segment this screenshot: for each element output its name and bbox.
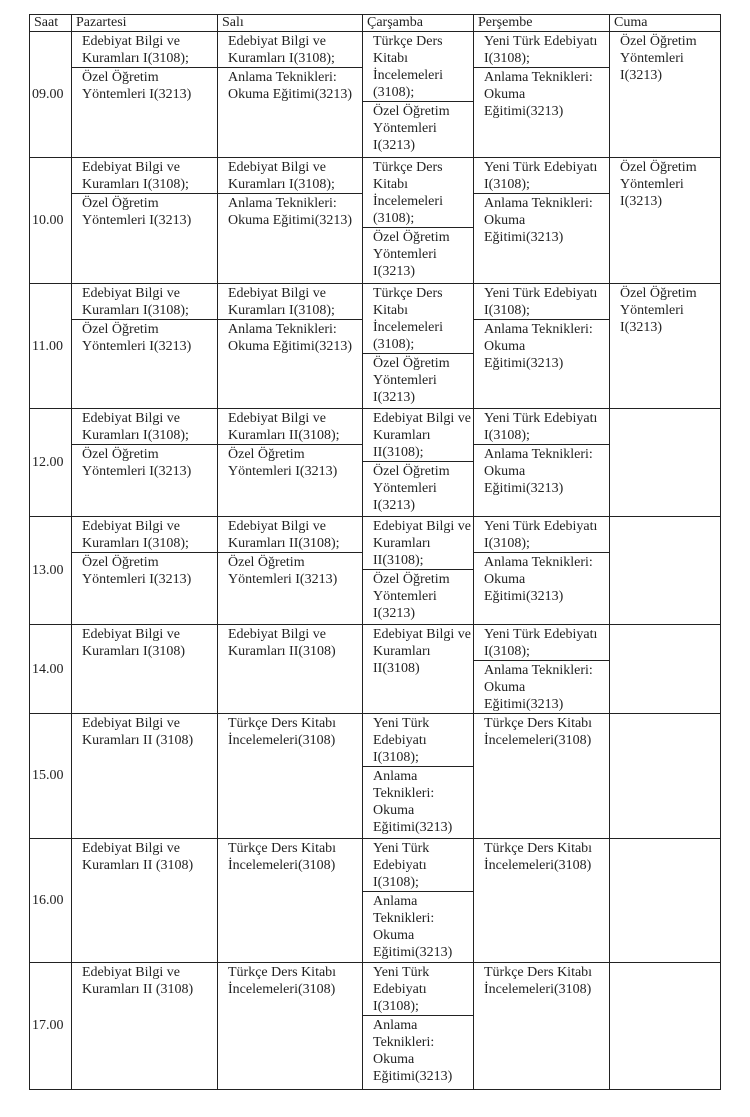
course-entry: Edebiyat Bilgi ve Kuramları I(3108); (218, 158, 362, 194)
course-entry: Anlama Teknikleri: Okuma Eğitimi(3213) (373, 1017, 453, 1084)
schedule-cell-thursday (474, 32, 610, 158)
course-entry: Anlama Teknikleri: Okuma Eğitimi(3213) (484, 322, 593, 372)
schedule-cell-friday (610, 516, 721, 624)
course-entry: Özel Öğretim Yöntemleri I(3213) (373, 230, 450, 280)
course-entry: Özel Öğretim Yöntemleri I(3213) (373, 104, 450, 153)
hour-cell: 17.00 (30, 962, 72, 1089)
course-list (474, 284, 609, 372)
course-entry: Edebiyat Bilgi ve Kuramları II(3108); (218, 517, 362, 553)
schedule-cell-monday (72, 714, 218, 838)
course-entry: Edebiyat Bilgi ve Kuramları I(3108) (82, 627, 186, 660)
schedule-row (30, 838, 721, 962)
course-list (72, 158, 217, 229)
course-list (363, 409, 473, 514)
schedule-cell-friday (610, 962, 721, 1089)
course-list (474, 32, 609, 120)
schedule-cell-friday (610, 158, 721, 284)
schedule-cell-wednesday (363, 625, 474, 714)
course-list (363, 284, 473, 406)
schedule-cell-wednesday (363, 408, 474, 516)
course-entry: Anlama Teknikleri: Okuma Eğitimi(3213) (228, 196, 353, 229)
course-list (218, 517, 362, 588)
schedule-cell-monday (72, 962, 218, 1089)
course-entry: Türkçe Ders Kitabı İncelemeleri(3108) (228, 964, 337, 997)
course-list (363, 839, 473, 961)
schedule-cell-thursday (474, 714, 610, 838)
course-entry: Özel Öğretim Yöntemleri I(3213) (228, 554, 338, 587)
course-entry: Anlama Teknikleri: Okuma Eğitimi(3213) (228, 70, 353, 102)
course-list (72, 625, 217, 660)
schedule-cell-tuesday (218, 158, 363, 284)
course-entry: Türkçe Ders Kitabı İncelemeleri (3108); (363, 32, 473, 102)
course-entry: Edebiyat Bilgi ve Kuramları I(3108); (72, 32, 217, 68)
course-entry: Edebiyat Bilgi ve Kuramları II(3108) (228, 627, 336, 660)
course-entry: Anlama Teknikleri: Okuma Eğitimi(3213) (228, 322, 353, 355)
weekly-schedule-table (29, 14, 721, 1090)
schedule-cell-wednesday (363, 838, 474, 962)
course-list (72, 32, 217, 103)
schedule-cell-friday (610, 284, 721, 408)
course-list (363, 963, 473, 1085)
schedule-cell-monday (72, 158, 218, 284)
schedule-cell-tuesday (218, 714, 363, 838)
schedule-row (30, 625, 721, 714)
course-entry: Edebiyat Bilgi ve Kuramları II(3108) (373, 627, 471, 677)
course-list (72, 409, 217, 480)
schedule-cell-friday (610, 32, 721, 158)
course-list (218, 963, 362, 998)
course-entry: Edebiyat Bilgi ve Kuramları II (3108) (82, 840, 194, 873)
course-entry: Anlama Teknikleri: Okuma Eğitimi(3213) (373, 893, 453, 960)
schedule-row (30, 32, 721, 158)
course-entry: Yeni Türk Edebiyatı I(3108); (474, 625, 609, 661)
course-entry: Yeni Türk Edebiyatı I(3108); (363, 714, 473, 767)
course-entry: Anlama Teknikleri: Okuma Eğitimi(3213) (484, 663, 593, 713)
course-list (72, 963, 217, 998)
schedule-cell-monday (72, 838, 218, 962)
course-entry: Türkçe Ders Kitabı İncelemeleri(3108) (484, 964, 593, 997)
course-list (218, 625, 362, 660)
course-entry: Edebiyat Bilgi ve Kuramları II(3108); (363, 517, 473, 570)
course-entry: Özel Öğretim Yöntemleri I(3213) (82, 70, 192, 102)
course-list (72, 284, 217, 355)
course-entry: Özel Öğretim Yöntemleri I(3213) (373, 463, 450, 513)
course-entry: Edebiyat Bilgi ve Kuramları II (3108) (82, 964, 194, 997)
schedule-cell-tuesday (218, 284, 363, 408)
schedule-cell-wednesday (363, 158, 474, 284)
course-list (610, 32, 720, 84)
course-list (474, 963, 609, 998)
hour-cell: 15.00 (30, 714, 72, 838)
hour-cell: 13.00 (30, 516, 72, 624)
schedule-row (30, 158, 721, 284)
header-cell-wednesday: Çarşamba (363, 15, 474, 32)
hour-cell: 10.00 (30, 158, 72, 284)
schedule-cell-thursday (474, 158, 610, 284)
course-entry: Özel Öğretim Yöntemleri I(3213) (373, 356, 450, 406)
schedule-row (30, 516, 721, 624)
schedule-cell-wednesday (363, 32, 474, 158)
course-entry: Özel Öğretim Yöntemleri I(3213) (620, 160, 697, 210)
course-list (474, 517, 609, 605)
header-cell-monday: Pazartesi (72, 15, 218, 32)
course-entry: Özel Öğretim Yöntemleri I(3213) (620, 286, 697, 336)
schedule-cell-thursday (474, 625, 610, 714)
schedule-cell-tuesday (218, 625, 363, 714)
hour-cell: 11.00 (30, 284, 72, 408)
course-entry: Edebiyat Bilgi ve Kuramları I(3108); (72, 284, 217, 320)
course-list (474, 839, 609, 874)
schedule-cell-thursday (474, 284, 610, 408)
hour-cell: 12.00 (30, 408, 72, 516)
schedule-cell-monday (72, 408, 218, 516)
hour-cell: 16.00 (30, 838, 72, 962)
schedule-cell-monday (72, 284, 218, 408)
course-entry: Özel Öğretim Yöntemleri I(3213) (228, 446, 338, 479)
header-cell-hour: Saat (30, 15, 72, 32)
course-list (474, 714, 609, 749)
course-entry: Yeni Türk Edebiyatı I(3108); (474, 284, 609, 320)
schedule-cell-thursday (474, 838, 610, 962)
course-entry: Yeni Türk Edebiyatı I(3108); (363, 839, 473, 892)
course-entry: Anlama Teknikleri: Okuma Eğitimi(3213) (484, 446, 593, 496)
course-entry: Yeni Türk Edebiyatı I(3108); (363, 963, 473, 1016)
course-entry: Türkçe Ders Kitabı İncelemeleri(3108) (484, 840, 593, 873)
course-entry: Türkçe Ders Kitabı İncelemeleri(3108) (228, 840, 337, 873)
course-entry: Anlama Teknikleri: Okuma Eğitimi(3213) (484, 554, 593, 604)
course-entry: Anlama Teknikleri: Okuma Eğitimi(3213) (484, 196, 593, 246)
course-list (474, 409, 609, 497)
schedule-cell-monday (72, 32, 218, 158)
schedule-cell-thursday (474, 408, 610, 516)
course-entry: Özel Öğretim Yöntemleri I(3213) (82, 196, 192, 229)
schedule-row (30, 284, 721, 408)
course-list (363, 158, 473, 280)
course-list (363, 32, 473, 154)
course-entry: Türkçe Ders Kitabı İncelemeleri(3108) (484, 716, 593, 749)
course-entry: Türkçe Ders Kitabı İncelemeleri (3108); (363, 158, 473, 228)
header-cell-thursday: Perşembe (474, 15, 610, 32)
schedule-cell-tuesday (218, 962, 363, 1089)
course-list (72, 517, 217, 588)
schedule-cell-monday (72, 625, 218, 714)
course-entry: Edebiyat Bilgi ve Kuramları I(3108); (72, 409, 217, 445)
header-row (30, 15, 721, 32)
course-list (218, 32, 362, 103)
course-list (610, 158, 720, 210)
course-entry: Özel Öğretim Yöntemleri I(3213) (82, 446, 192, 479)
course-list (218, 284, 362, 355)
course-list (474, 158, 609, 246)
course-list (218, 839, 362, 874)
hour-cell: 09.00 (30, 32, 72, 158)
course-list (218, 158, 362, 229)
schedule-cell-monday (72, 516, 218, 624)
schedule-cell-tuesday (218, 516, 363, 624)
course-entry: Özel Öğretim Yöntemleri I(3213) (82, 554, 192, 587)
course-entry: Türkçe Ders Kitabı İncelemeleri (3108); (363, 284, 473, 354)
course-entry: Edebiyat Bilgi ve Kuramları II (3108) (82, 716, 194, 749)
course-entry: Özel Öğretim Yöntemleri I(3213) (620, 34, 697, 83)
course-entry: Yeni Türk Edebiyatı I(3108); (474, 409, 609, 445)
schedule-cell-thursday (474, 516, 610, 624)
course-entry: Özel Öğretim Yöntemleri I(3213) (373, 571, 450, 621)
schedule-cell-wednesday (363, 516, 474, 624)
schedule-cell-friday (610, 625, 721, 714)
course-entry: Türkçe Ders Kitabı İncelemeleri(3108) (228, 716, 337, 749)
schedule-row (30, 714, 721, 838)
schedule-row (30, 408, 721, 516)
course-list (363, 625, 473, 677)
schedule-cell-wednesday (363, 714, 474, 838)
course-entry: Yeni Türk Edebiyatı I(3108); (474, 517, 609, 553)
course-entry: Edebiyat Bilgi ve Kuramları I(3108); (218, 284, 362, 320)
schedule-cell-thursday (474, 962, 610, 1089)
course-list (363, 517, 473, 622)
course-list (72, 714, 217, 749)
header-cell-friday: Cuma (610, 15, 721, 32)
header-cell-tuesday: Salı (218, 15, 363, 32)
course-list (474, 625, 609, 713)
schedule-cell-wednesday (363, 284, 474, 408)
course-list (218, 714, 362, 749)
schedule-cell-tuesday (218, 408, 363, 516)
course-entry: Edebiyat Bilgi ve Kuramları I(3108); (72, 517, 217, 553)
schedule-cell-friday (610, 408, 721, 516)
course-entry: Anlama Teknikleri: Okuma Eğitimi(3213) (484, 70, 593, 119)
course-entry: Yeni Türk Edebiyatı I(3108); (474, 32, 609, 68)
course-list (218, 409, 362, 480)
course-entry: Edebiyat Bilgi ve Kuramları II(3108); (363, 409, 473, 462)
course-entry: Edebiyat Bilgi ve Kuramları I(3108); (72, 158, 217, 194)
schedule-cell-tuesday (218, 32, 363, 158)
course-entry: Edebiyat Bilgi ve Kuramları II(3108); (218, 409, 362, 445)
hour-cell: 14.00 (30, 625, 72, 714)
course-list (363, 714, 473, 836)
schedule-cell-tuesday (218, 838, 363, 962)
schedule-cell-friday (610, 714, 721, 838)
course-entry: Özel Öğretim Yöntemleri I(3213) (82, 322, 192, 355)
schedule-cell-friday (610, 838, 721, 962)
course-entry: Anlama Teknikleri: Okuma Eğitimi(3213) (373, 769, 453, 836)
course-list (610, 284, 720, 336)
course-entry: Yeni Türk Edebiyatı I(3108); (474, 158, 609, 194)
schedule-row (30, 962, 721, 1089)
course-entry: Edebiyat Bilgi ve Kuramları I(3108); (218, 32, 362, 68)
schedule-cell-wednesday (363, 962, 474, 1089)
course-list (72, 839, 217, 874)
